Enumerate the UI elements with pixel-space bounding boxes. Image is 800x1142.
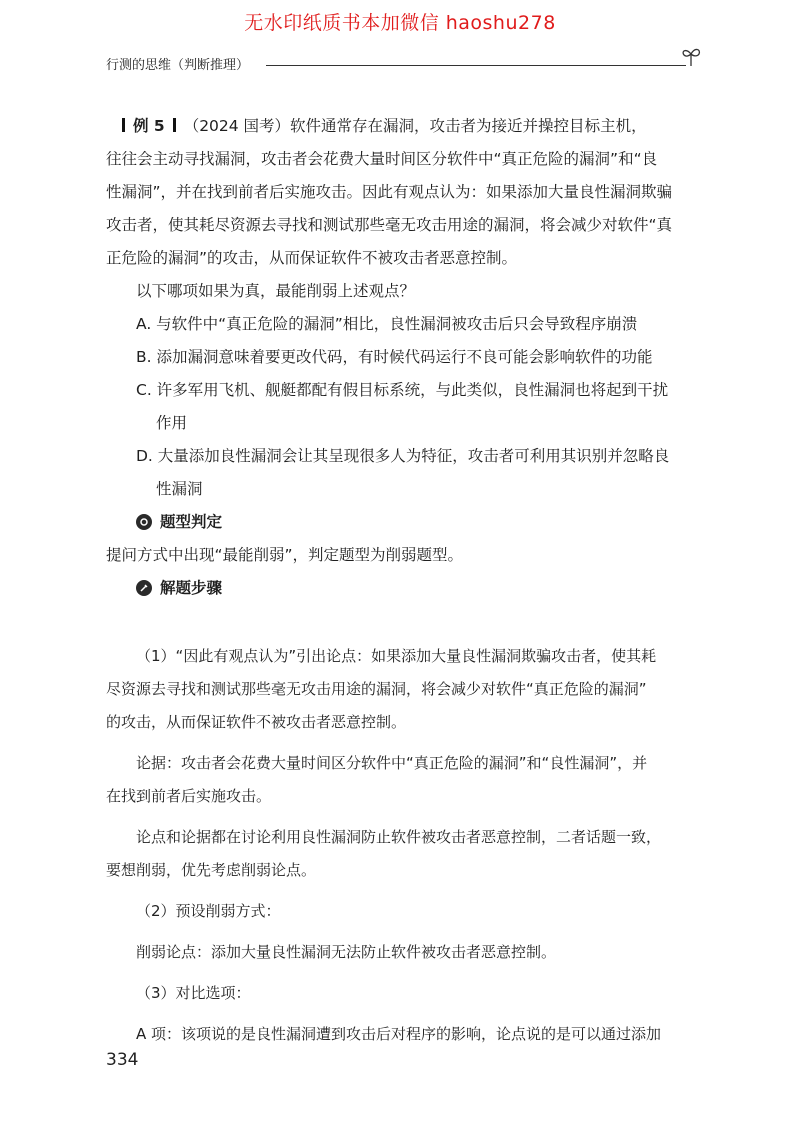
example-line: （2024 国考）软件通常存在漏洞，攻击者为接近并操控目标主机，	[183, 117, 647, 135]
running-header	[106, 54, 704, 76]
analysis-line: 论点和论据都在讨论利用良性漏洞防止软件被攻击者恶意控制，二者话题一致，	[136, 828, 662, 846]
page-number: 334	[106, 1050, 139, 1070]
option-c: C. 许多军用飞机、舰艇都配有假目标系统，与此类似，良性漏洞也将起到干扰	[136, 381, 669, 399]
gear-bullet-icon	[136, 514, 152, 530]
watermark-text: 无水印纸质书本加微信 haoshu278	[244, 12, 556, 34]
analysis-line: 的攻击，从而保证软件不被攻击者恶意控制。	[106, 713, 407, 731]
example-first-line	[106, 110, 704, 143]
example-line: 正危险的漏洞”的攻击，从而保证软件不被攻击者恶意控制。	[106, 249, 518, 267]
example-line: 攻击者，使其耗尽资源去寻找和测试那些毫无攻击用途的漏洞，将会减少对软件“真	[106, 216, 673, 234]
example-label: 例 5	[133, 117, 165, 135]
option-d: D. 大量添加良性漏洞会让其呈现很多人为特征，攻击者可利用其识别并忽略良	[136, 447, 670, 465]
header-rule	[266, 65, 686, 66]
option-a: A. 与软件中“真正危险的漏洞”相比，良性漏洞被攻击后只会导致程序崩溃	[136, 315, 638, 333]
steps-section-heading	[106, 572, 704, 605]
label-bar-right	[173, 118, 176, 132]
example-line: 性漏洞”，并在找到前者后实施攻击。因此有观点认为：如果添加大量良性漏洞欺骗	[106, 183, 673, 201]
label-bar-left	[122, 118, 125, 132]
analysis-block	[106, 640, 704, 1051]
analysis-line: 要想削弱，优先考虑削弱论点。	[106, 861, 317, 879]
analysis-line: A 项：该项说的是良性漏洞遭到攻击后对程序的影响，论点说的是可以通过添加	[136, 1025, 662, 1043]
analysis-line: （3）对比选项：	[136, 984, 251, 1002]
header-title: 行测的思维（判断推理）	[106, 54, 253, 73]
type-section-text: 提问方式中出现“最能削弱”，判定题型为削弱题型。	[106, 546, 464, 564]
sprout-ornament-icon	[678, 44, 704, 70]
analysis-line: 削弱论点：添加大量良性漏洞无法防止软件被攻击者恶意控制。	[136, 943, 557, 961]
option-c-continued: 作用	[156, 414, 188, 432]
type-section-title: 题型判定	[160, 513, 223, 531]
option-d-continued: 性漏洞	[156, 480, 203, 498]
analysis-line: 论据：攻击者会花费大量时间区分软件中“真正危险的漏洞”和“良性漏洞”，并	[136, 754, 648, 772]
analysis-line: （2）预设削弱方式：	[136, 902, 281, 920]
example-block	[106, 110, 704, 605]
analysis-line: 尽资源去寻找和测试那些毫无攻击用途的漏洞，将会减少对软件“真正危险的漏洞”	[106, 680, 647, 698]
analysis-line: （1）“因此有观点认为”引出论点：如果添加大量良性漏洞欺骗攻击者，使其耗	[136, 647, 657, 665]
option-b: B. 添加漏洞意味着要更改代码，有时候代码运行不良可能会影响软件的功能	[136, 348, 653, 366]
example-line: 往往会主动寻找漏洞，攻击者会花费大量时间区分软件中“真正危险的漏洞”和“良	[106, 150, 658, 168]
question-text: 以下哪项如果为真，最能削弱上述观点？	[136, 282, 416, 300]
pen-bullet-icon	[136, 580, 152, 596]
steps-section-title: 解题步骤	[160, 579, 223, 597]
type-section-heading	[106, 506, 704, 539]
analysis-line: 在找到前者后实施攻击。	[106, 787, 272, 805]
